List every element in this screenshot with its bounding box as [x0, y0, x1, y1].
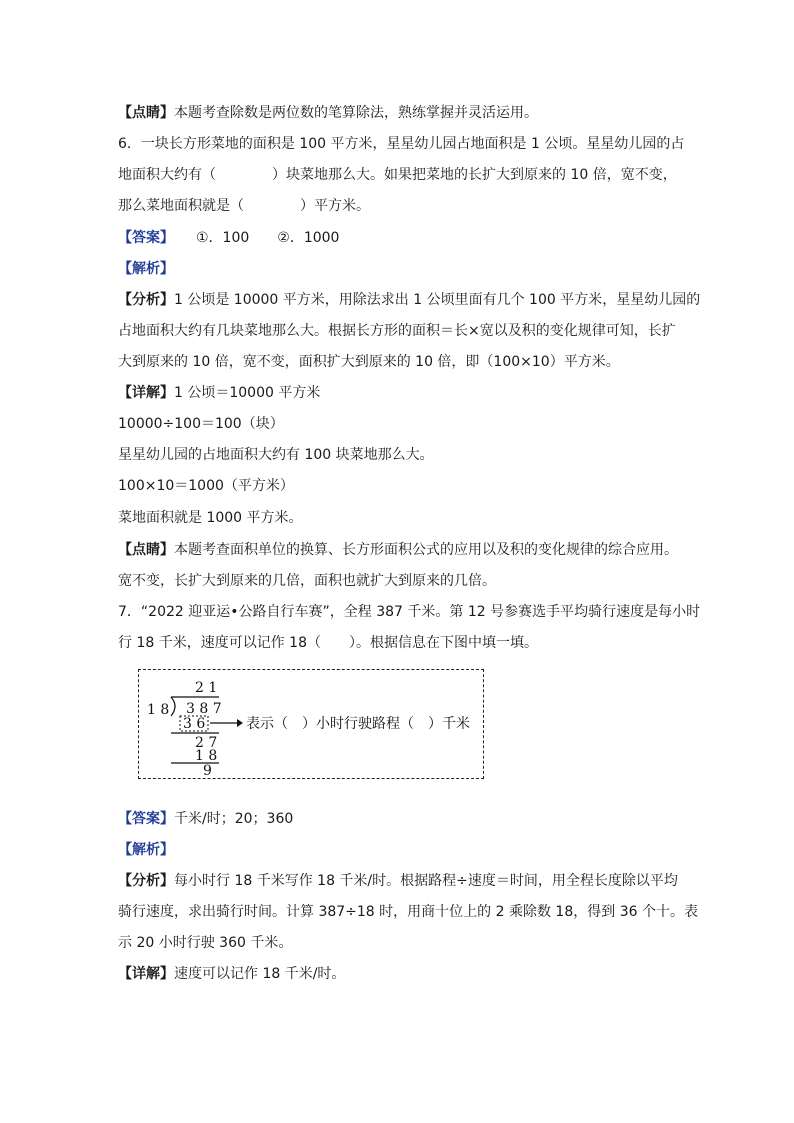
question-6-line-1: 6．一块长方形菜地的面积是 100 平方米，星星幼儿园占地面积是 1 公顷。星星幼儿园的占 — [118, 136, 685, 152]
xiangjie-tag: 【详解】 — [118, 385, 174, 401]
fenxi-text: 1 公顷是 10000 平方米，用除法求出 1 公顷里面有几个 100 平方米，星星幼儿园的 — [174, 292, 701, 308]
xiangjie-6-line-4: 100×10＝1000（平方米） — [118, 478, 294, 494]
long-division-svg — [139, 670, 483, 778]
fenxi-7-line-3: 示 20 小时行驶 360 千米。 — [118, 935, 293, 951]
xiangjie-7-line-1 — [118, 964, 345, 984]
xiangjie-text: 1 公顷＝10000 平方米 — [174, 385, 321, 401]
fenxi-7-line-1 — [118, 871, 678, 891]
answer-text: ①．100 ②．1000 — [196, 230, 340, 246]
remainder-1-text: 2 7 — [195, 735, 218, 751]
fenxi-6-line-3: 大到原来的 10 倍，宽不变，面积扩大到原来的 10 倍，即（100×10）平方米。 — [118, 354, 620, 370]
dianjing-6-line-1 — [118, 540, 678, 560]
answer-tag: 【答案】 — [118, 230, 174, 246]
question-6-line-2: 地面积大约有（ ）块菜地那么大。如果把菜地的长扩大到原来的 10 倍，宽不变， — [118, 167, 677, 183]
divisor-text: 1 8 — [147, 702, 170, 718]
division-bracket — [171, 697, 175, 716]
partial-product-1: 3 6 — [183, 716, 206, 732]
dividend-text: 3 8 7 — [186, 701, 222, 717]
fenxi-tag: 【分析】 — [118, 292, 174, 308]
fenxi-6-line-1 — [118, 290, 700, 310]
dianjing-line-1 — [118, 103, 538, 123]
dianjing-tag: 【点睛】 — [118, 105, 174, 121]
fenxi-tag: 【分析】 — [118, 873, 174, 889]
xiangjie-6-line-5: 菜地面积就是 1000 平方米。 — [118, 510, 303, 526]
xiangjie-6-line-1 — [118, 383, 320, 403]
analysis-heading-6: 【解析】 — [118, 261, 174, 277]
caption-text: 表示（ ）小时行驶路程（ ）千米 — [246, 716, 470, 732]
xiangjie-6-line-2: 10000÷100＝100（块） — [118, 416, 284, 432]
long-division-figure — [138, 669, 484, 779]
question-7-line-1: 7．“2022 迎亚运•公路自行车赛”，全程 387 千米。第 12 号参赛选手平均骑行速度是每小时 — [118, 604, 701, 620]
analysis-heading-7: 【解析】 — [118, 842, 174, 858]
quotient-text: 2 1 — [195, 680, 218, 696]
question-6-line-3: 那么菜地面积就是（ ）平方米。 — [118, 198, 370, 214]
question-7-line-2: 行 18 千米，速度可以记作 18（ ）。根据信息在下图中填一填。 — [118, 635, 538, 651]
answer-7 — [118, 809, 293, 829]
dianjing-tag: 【点睛】 — [118, 542, 174, 558]
answer-6 — [118, 228, 339, 248]
partial-product-2: 1 8 — [195, 748, 218, 764]
answer-tag: 【答案】 — [118, 811, 174, 827]
dianjing-text: 本题考查除数是两位数的笔算除法，熟练掌握并灵活运用。 — [174, 105, 538, 121]
fenxi-7-line-2: 骑行速度，求出骑行时间。计算 387÷18 时，用商十位上的 2 乘除数 18，得到 36 个十。表 — [118, 904, 698, 920]
xiangjie-6-line-3: 星星幼儿园的占地面积大约有 100 块菜地那么大。 — [118, 447, 434, 463]
answer-text: 千米/时；20；360 — [174, 811, 294, 827]
final-remainder-text: 9 — [203, 763, 212, 778]
fenxi-6-line-2: 占地面积大约有几块菜地那么大。根据长方形的面积＝长×宽以及积的变化规律可知，长扩 — [118, 323, 676, 339]
arrow-head — [237, 719, 243, 727]
xiangjie-text: 速度可以记作 18 千米/时。 — [174, 966, 346, 982]
dianjing-text: 本题考查面积单位的换算、长方形面积公式的应用以及积的变化规律的综合应用。 — [174, 542, 678, 558]
fenxi-text: 每小时行 18 千米写作 18 千米/时。根据路程÷速度＝时间，用全程长度除以平均 — [174, 873, 678, 889]
dianjing-6-line-2: 宽不变，长扩大到原来的几倍，面积也就扩大到原来的几倍。 — [118, 573, 496, 589]
xiangjie-tag: 【详解】 — [118, 966, 174, 982]
